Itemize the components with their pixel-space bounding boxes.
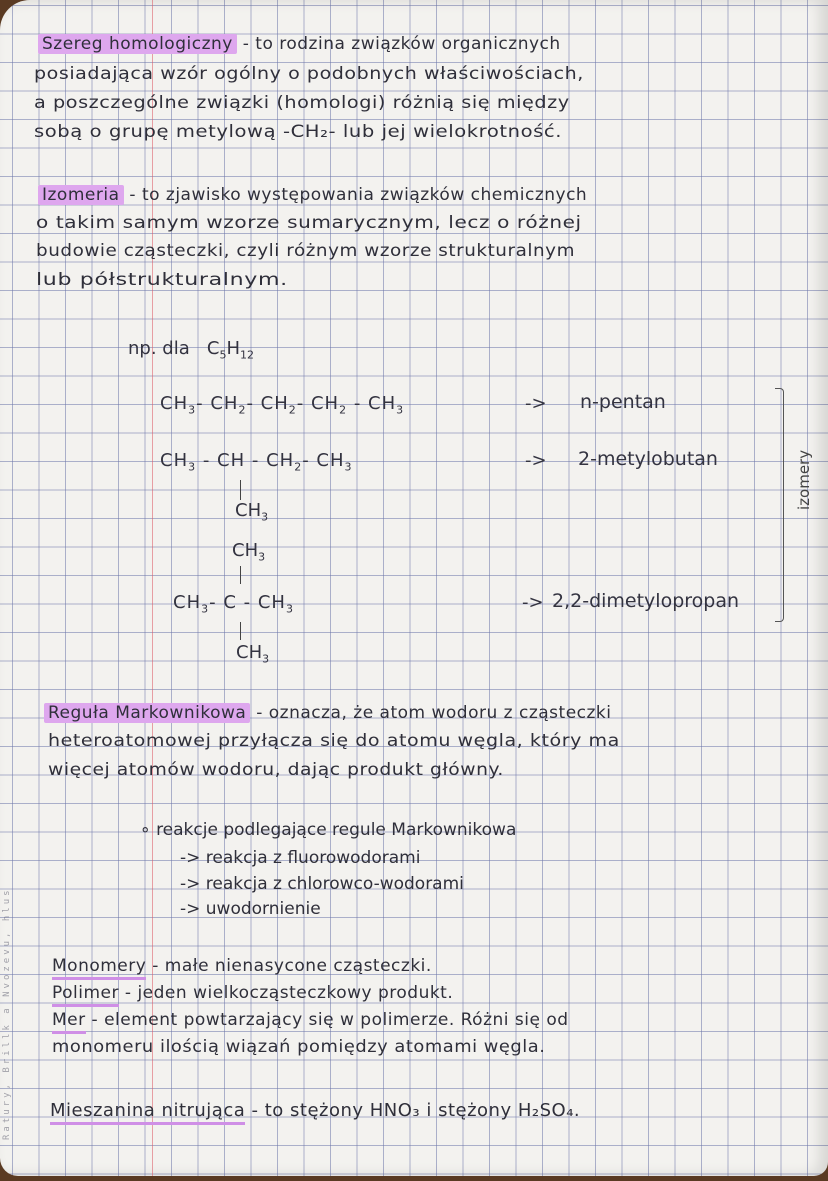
definition-text: - jeden wielkocząsteczkowy produkt.	[124, 983, 454, 1003]
isomers-bracket-label: izomery	[795, 449, 813, 510]
isomer-3-branch-bottom: $CH_3$	[236, 642, 270, 666]
bullet-icon: ∘	[140, 820, 151, 840]
bond-line	[240, 566, 241, 584]
definition-markownikow-line-1	[44, 703, 612, 723]
isomer-2-branch: $CH_3$	[235, 500, 269, 524]
term-polimer: Polimer	[52, 983, 119, 1007]
term-szereg-homologiczny: Szereg homologiczny	[38, 34, 237, 54]
isomer-2-2-dimetylopropan-formula: $CH_3-$ C - $CH_3$	[173, 592, 294, 616]
definition-izomeria-line-2: o takim samym wzorze sumarycznym, lecz o różnej	[36, 213, 582, 233]
definition-szereg-line-1	[38, 34, 561, 54]
isomer-arrow: ->	[522, 592, 544, 613]
bullet-text: reakcje podlegające regule Markownikowa	[156, 820, 517, 840]
isomer-arrow: ->	[525, 450, 547, 471]
term-mer: Mer	[52, 1010, 86, 1034]
term-monomery: Monomery	[52, 956, 146, 980]
term-izomeria: Izomeria	[38, 185, 124, 205]
example-label: np. dla $C_5H_{12}$	[128, 338, 255, 362]
isomer-arrow: ->	[525, 393, 547, 414]
definition-szereg-line-3: a poszczególne związki (homologi) różnią się między	[34, 93, 570, 113]
definition-polimer	[52, 983, 453, 1003]
definition-izomeria-line-3: budowie cząsteczki, czyli różnym wzorze strukturalnym	[36, 241, 576, 261]
term-regula-markownikowa: Reguła Markownikowa	[44, 703, 250, 723]
definition-text: - to rodzina związków organicznych	[242, 34, 561, 54]
bond-line	[240, 622, 241, 640]
isomers-bracket	[775, 388, 784, 622]
definition-izomeria-line-1	[38, 185, 587, 205]
isomer-2-metylobutan-formula: $CH_3$ - CH - $CH_2-$ $CH_3$	[160, 450, 353, 474]
isomer-n-pentan-formula: $CH_3-$ $CH_2-$ $CH_2-$ $CH_2 - CH_3$	[160, 393, 405, 417]
definition-markownikow-line-3: więcej atomów wodoru, dając produkt główny.	[48, 760, 504, 780]
definition-text: - element powtarzający się w polimerze. Różni się od	[91, 1010, 569, 1030]
definition-markownikow-line-2: heteroatomowej przyłącza się do atomu węgla, który ma	[48, 731, 620, 751]
definition-szereg-line-2: posiadająca wzór ogólny o podobnych właściwościach,	[34, 64, 584, 84]
spine-text: Ratury, Brillk a Nvozevu, hlus	[2, 887, 12, 1140]
isomer-n-pentan-name: n-pentan	[580, 391, 666, 413]
subitem-chlorowcowodory: -> reakcja z chlorowco-wodorami	[180, 874, 464, 894]
definition-mer	[52, 1010, 569, 1030]
definition-izomeria-line-4: lub półstrukturalnym.	[36, 270, 288, 290]
definition-mer-continued: monomeru ilością wiązań pomiędzy atomami węgla.	[52, 1037, 546, 1057]
term-mieszanina-nitrujaca: Mieszanina nitrująca	[50, 1100, 245, 1125]
isomer-3-branch-top: $CH_3$	[232, 540, 266, 564]
definition-text: - oznacza, że atom wodoru z cząsteczki	[256, 703, 612, 723]
definition-text: - to stężony HNO₃ i stężony H₂SO₄.	[251, 1100, 581, 1121]
definition-text: - to zjawisko występowania związków chemicznych	[129, 185, 588, 205]
subitem-fluorowodory: -> reakcja z fluorowodorami	[180, 848, 421, 868]
bullet-reakcje	[140, 820, 516, 840]
bond-line	[240, 480, 241, 500]
definition-text: - małe nienasycone cząsteczki.	[152, 956, 432, 976]
example-prefix: np. dla	[128, 338, 190, 359]
definition-szereg-line-4: sobą o grupę metylową -CH₂- lub jej wielokrotność.	[34, 122, 563, 142]
subitem-uwodornienie: -> uwodornienie	[180, 899, 321, 919]
definition-monomery	[52, 956, 432, 976]
isomer-2-2-dimetylopropan-name: 2,2-dimetylopropan	[552, 590, 740, 612]
isomer-2-metylobutan-name: 2-metylobutan	[578, 448, 718, 470]
definition-mieszanina	[50, 1100, 580, 1121]
